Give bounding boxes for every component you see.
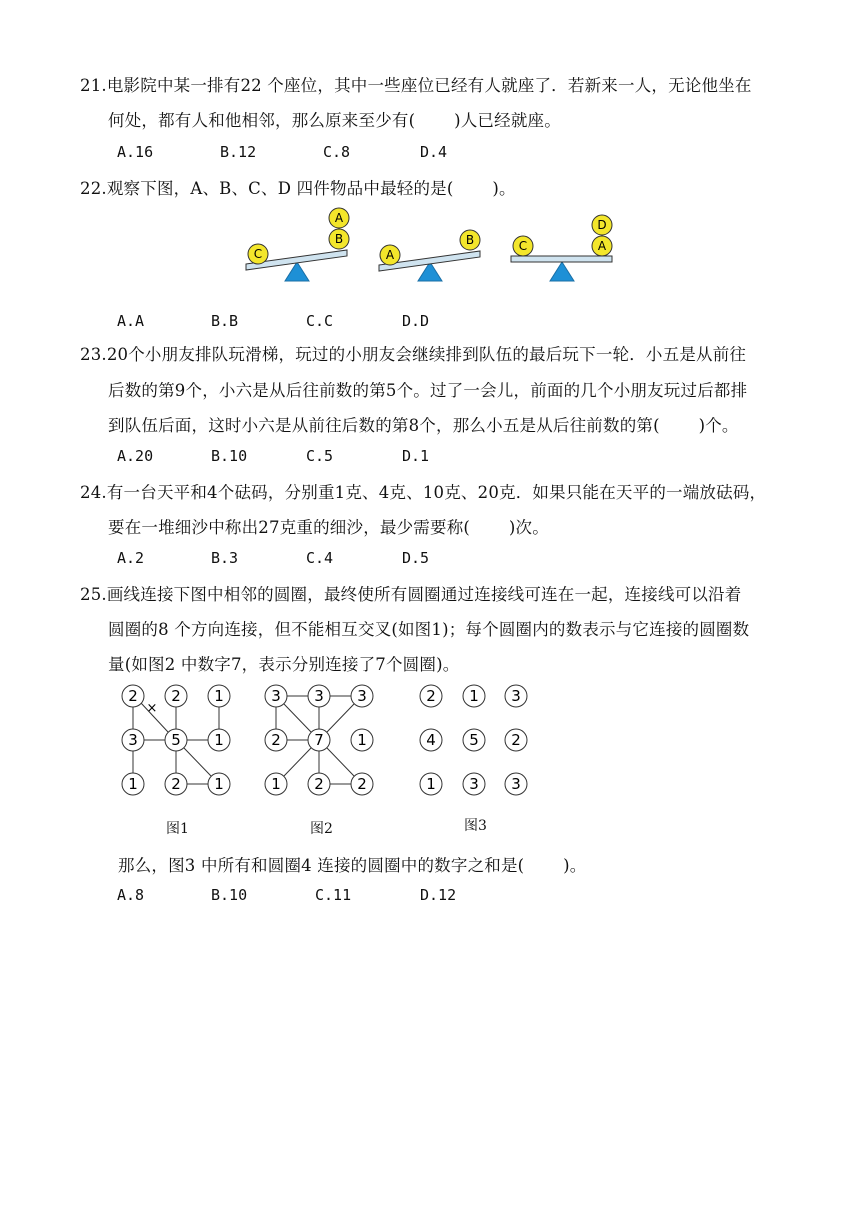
fig1-number: 1 [214, 687, 224, 705]
q21-option-b: B.12 [220, 143, 257, 161]
fig3-number: 5 [469, 731, 479, 749]
ball-a-1-label: A [334, 211, 344, 225]
ball-a-2-label: A [385, 248, 395, 262]
fig1-number: 3 [128, 731, 138, 749]
fig2-number: 3 [271, 687, 281, 705]
q25-option-c: C.11 [315, 886, 352, 904]
fig1-number: 2 [128, 687, 138, 705]
fig2-number: 2 [271, 731, 281, 749]
q24-text-line1: 24.有一台天平和4个砝码，分别重1克、4克、10克、20克．如果只能在天平的一端放砝码， [80, 483, 767, 502]
q25-text-line4: 那么，图3 中所有和圆圈4 连接的圆圈中的数字之和是( )。 [118, 856, 587, 875]
q22-option-c: C.C [306, 312, 334, 330]
ball-c-1-label: C [253, 247, 263, 261]
q22-option-a: A.A [117, 312, 145, 330]
q24-option-b: B.3 [211, 549, 239, 567]
fig3-number: 1 [469, 687, 479, 705]
ball-c-3-label: C [518, 239, 528, 253]
fig2-number: 3 [357, 687, 367, 705]
q25-option-d: D.12 [420, 886, 457, 904]
q25-text-line2: 圆圈的8 个方向连接，但不能相互交叉(如图1)；每个圆圈内的数表示与它连接的圆圈数 [108, 620, 750, 639]
fig3-number: 4 [426, 731, 436, 749]
fig2-number: 1 [357, 731, 367, 749]
q21-option-d: D.4 [420, 143, 448, 161]
fig3-number: 2 [426, 687, 436, 705]
q21-text-line1: 21.电影院中某一排有22 个座位，其中一些座位已经有人就座了．若新来一人，无论他坐在 [80, 76, 752, 95]
q21-text-line2: 何处，都有人和他相邻，那么原来至少有( )人已经就座。 [108, 111, 561, 130]
fig3-number: 2 [511, 731, 521, 749]
fig1-number: 1 [214, 775, 224, 793]
fig2-number: 1 [271, 775, 281, 793]
q22-text-line1: 22.观察下图，A、B、C、D 四件物品中最轻的是( )。 [80, 179, 516, 198]
fig3-caption: 图3 [464, 818, 487, 834]
fig2-number: 7 [314, 731, 324, 749]
q24-text-line2: 要在一堆细沙中称出27克重的细沙，最少需要称( )次。 [108, 518, 549, 537]
ball-d-3-label: D [597, 218, 607, 232]
fig2-number: 2 [357, 775, 367, 793]
fig2-number: 2 [314, 775, 324, 793]
q22-option-b: B.B [211, 312, 239, 330]
fig1-number: 1 [214, 731, 224, 749]
q21-option-c: C.8 [323, 143, 351, 161]
q23-option-d: D.1 [402, 447, 430, 465]
q22-option-d: D.D [402, 312, 430, 330]
q23-option-c: C.5 [306, 447, 334, 465]
fig3-number: 1 [426, 775, 436, 793]
q24-option-a: A.2 [117, 549, 145, 567]
fig3-number: 3 [469, 775, 479, 793]
ball-a-3-label: A [597, 239, 607, 253]
q23-text-line3: 到队伍后面，这时小六是从前往后数的第8个，那么小五是从后往前数的第( )个。 [108, 416, 739, 435]
ball-b-1-label: B [334, 232, 344, 246]
fig1-number: 1 [128, 775, 138, 793]
q25-option-a: A.8 [117, 886, 145, 904]
ball-b-2-label: B [465, 233, 475, 247]
q24-option-d: D.5 [402, 549, 430, 567]
fig2-number: 3 [314, 687, 324, 705]
fig1-caption: 图1 [166, 821, 189, 837]
fig1-number: 2 [171, 687, 181, 705]
fig1-number: 5 [171, 731, 181, 749]
q23-option-b: B.10 [211, 447, 248, 465]
q23-text-line1: 23.20个小朋友排队玩滑梯，玩过的小朋友会继续排到队伍的最后玩下一轮．小五是从前往 [80, 345, 747, 364]
q25-text-line3: 量(如图2 中数字7，表示分别连接了7个圆圈)。 [108, 655, 460, 674]
q24-option-c: C.4 [306, 549, 334, 567]
q23-option-a: A.20 [117, 447, 154, 465]
fig1-cross-mark: × [146, 701, 158, 716]
q23-text-line2: 后数的第9个，小六是从后往前数的第5个。过了一会儿，前面的几个小朋友玩过后都排 [108, 381, 748, 400]
fig1-number: 2 [171, 775, 181, 793]
q25-option-b: B.10 [211, 886, 248, 904]
fig3-number: 3 [511, 775, 521, 793]
fig2-caption: 图2 [310, 821, 333, 837]
q21-option-a: A.16 [117, 143, 154, 161]
fig3-number: 3 [511, 687, 521, 705]
q25-text-line1: 25.画线连接下图中相邻的圆圈，最终使所有圆圈通过连接线可连在一起，连接线可以沿着 [80, 585, 742, 604]
